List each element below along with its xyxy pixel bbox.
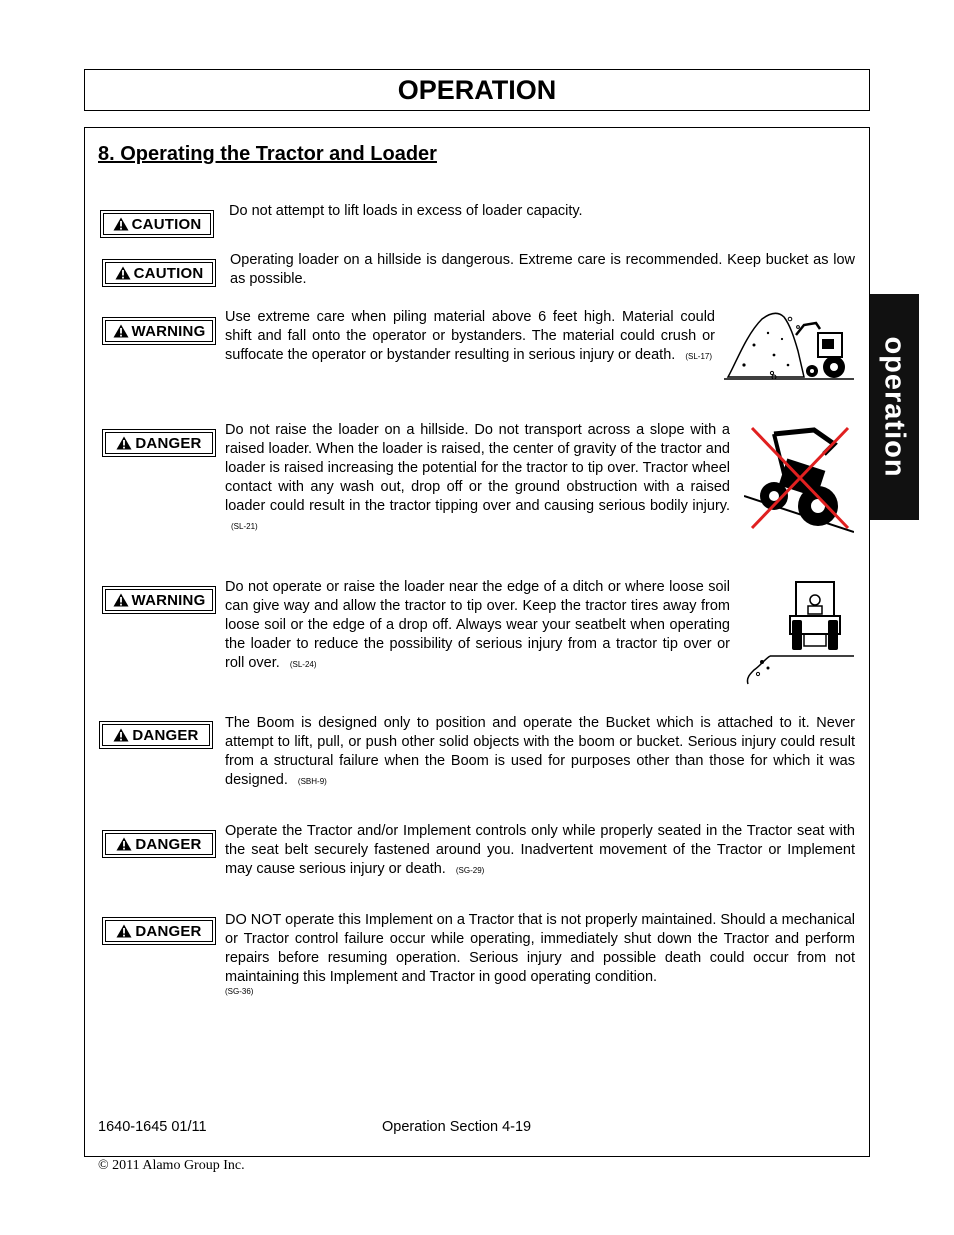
badge-label: CAUTION <box>131 215 202 233</box>
header-box <box>84 69 870 111</box>
message-code: (SG-36) <box>225 986 254 996</box>
message-text: Do not raise the loader on a hillside. Do not transport across a slope with a raised loader. When the loader is raised, the center of gravity of the tractor and loader is raised increasing the potential for the tractor to tip over. Tractor wheel contact with any wash out, drop off or the ground obstruction with a raised loader could result in the tractor tipping over and causing serious bodily injury. <box>225 422 730 514</box>
danger-badge <box>102 917 216 945</box>
badge-label: DANGER <box>135 922 202 940</box>
danger-badge <box>99 721 213 749</box>
side-tab <box>869 294 919 520</box>
warning-triangle-icon <box>113 217 129 231</box>
badge-label: WARNING <box>131 322 206 340</box>
message-code: (SG-29) <box>455 865 485 875</box>
safety-message <box>225 308 715 367</box>
message-text: The Boom is designed only to position and operate the Bucket which is attached to it. Never attempt to lift, pull, or push other solid objects with the boom or bucket. Serious injury could result from a structural failure when the Boom is used for purposes other than those for which it was designed. <box>225 715 855 788</box>
message-code: (SL-17) <box>685 351 713 361</box>
safety-message <box>230 251 855 289</box>
danger-badge <box>102 830 216 858</box>
section-title: 8. Operating the Tractor and Loader <box>98 143 437 165</box>
warning-triangle-icon <box>113 324 129 338</box>
copyright-text: © 2011 Alamo Group Inc. <box>98 1158 245 1173</box>
tractor-near-ditch-illustration <box>740 578 854 688</box>
badge-label: DANGER <box>135 434 202 452</box>
side-tab-label: operation <box>878 336 911 478</box>
message-text: Operate the Tractor and/or Implement controls only while properly seated in the Tractor seat with the seat belt securely fastened around you. Inadvertent movement of the Tractor or Implement may cause serious injury or death. <box>225 823 855 877</box>
message-text: Use extreme care when piling material above 6 feet high. Material could shift and fall onto the operator or bystanders. The material could crush or suffocate the operator or bystander resulting in serious injury or death. <box>225 309 715 363</box>
danger-badge <box>102 429 216 457</box>
safety-message <box>229 202 855 221</box>
tractor-tipping-prohibited-illustration <box>744 424 854 534</box>
material-pile-tractor-illustration <box>724 305 854 385</box>
message-text: DO NOT operate this Implement on a Tractor that is not properly maintained. Should a mechanical or Tractor control failure occur while operating, immediately shut down the Tractor and perform repairs before resuming operation. Serious injury and possible death could occur from not maintaining this Implement and Tractor in good operating condition. <box>225 912 855 985</box>
badge-label: DANGER <box>132 726 199 744</box>
warning-badge <box>102 586 216 614</box>
caution-badge <box>100 210 214 238</box>
warning-triangle-icon <box>116 436 132 450</box>
footer-page-label: Operation Section 4-19 <box>382 1119 532 1135</box>
badge-label: CAUTION <box>133 264 204 282</box>
message-code: (SL-24) <box>289 659 317 669</box>
warning-badge <box>102 317 216 345</box>
safety-message <box>225 578 730 675</box>
caution-badge <box>102 259 216 287</box>
message-code: (SBH-9) <box>297 776 327 786</box>
warning-triangle-icon <box>113 593 129 607</box>
message-text: Do not attempt to lift loads in excess of loader capacity. <box>229 203 583 219</box>
safety-message <box>225 911 855 1008</box>
safety-message <box>225 714 855 792</box>
warning-triangle-icon <box>115 266 131 280</box>
badge-label: WARNING <box>131 591 206 609</box>
page-header-title: OPERATION <box>397 75 557 105</box>
footer-doc-number: 1640-1645 01/11 <box>98 1119 207 1135</box>
message-text: Do not operate or raise the loader near the edge of a ditch or where loose soil can give way and allow the tractor to tip over. Keep the tractor tires away from loose soil or the edge of a drop off. Always wear your seatbelt when operating the loader to reduce the possibility of serious injury from a tractor tip over or roll over. <box>225 579 730 671</box>
warning-triangle-icon <box>116 837 132 851</box>
warning-triangle-icon <box>113 728 129 742</box>
badge-label: DANGER <box>135 835 202 853</box>
message-code: (SL-21) <box>231 521 258 531</box>
safety-message <box>225 421 730 536</box>
message-text: Operating loader on a hillside is dangerous. Extreme care is recommended. Keep bucket as low as possible. <box>230 252 855 287</box>
warning-triangle-icon <box>116 924 132 938</box>
safety-message <box>225 822 855 881</box>
